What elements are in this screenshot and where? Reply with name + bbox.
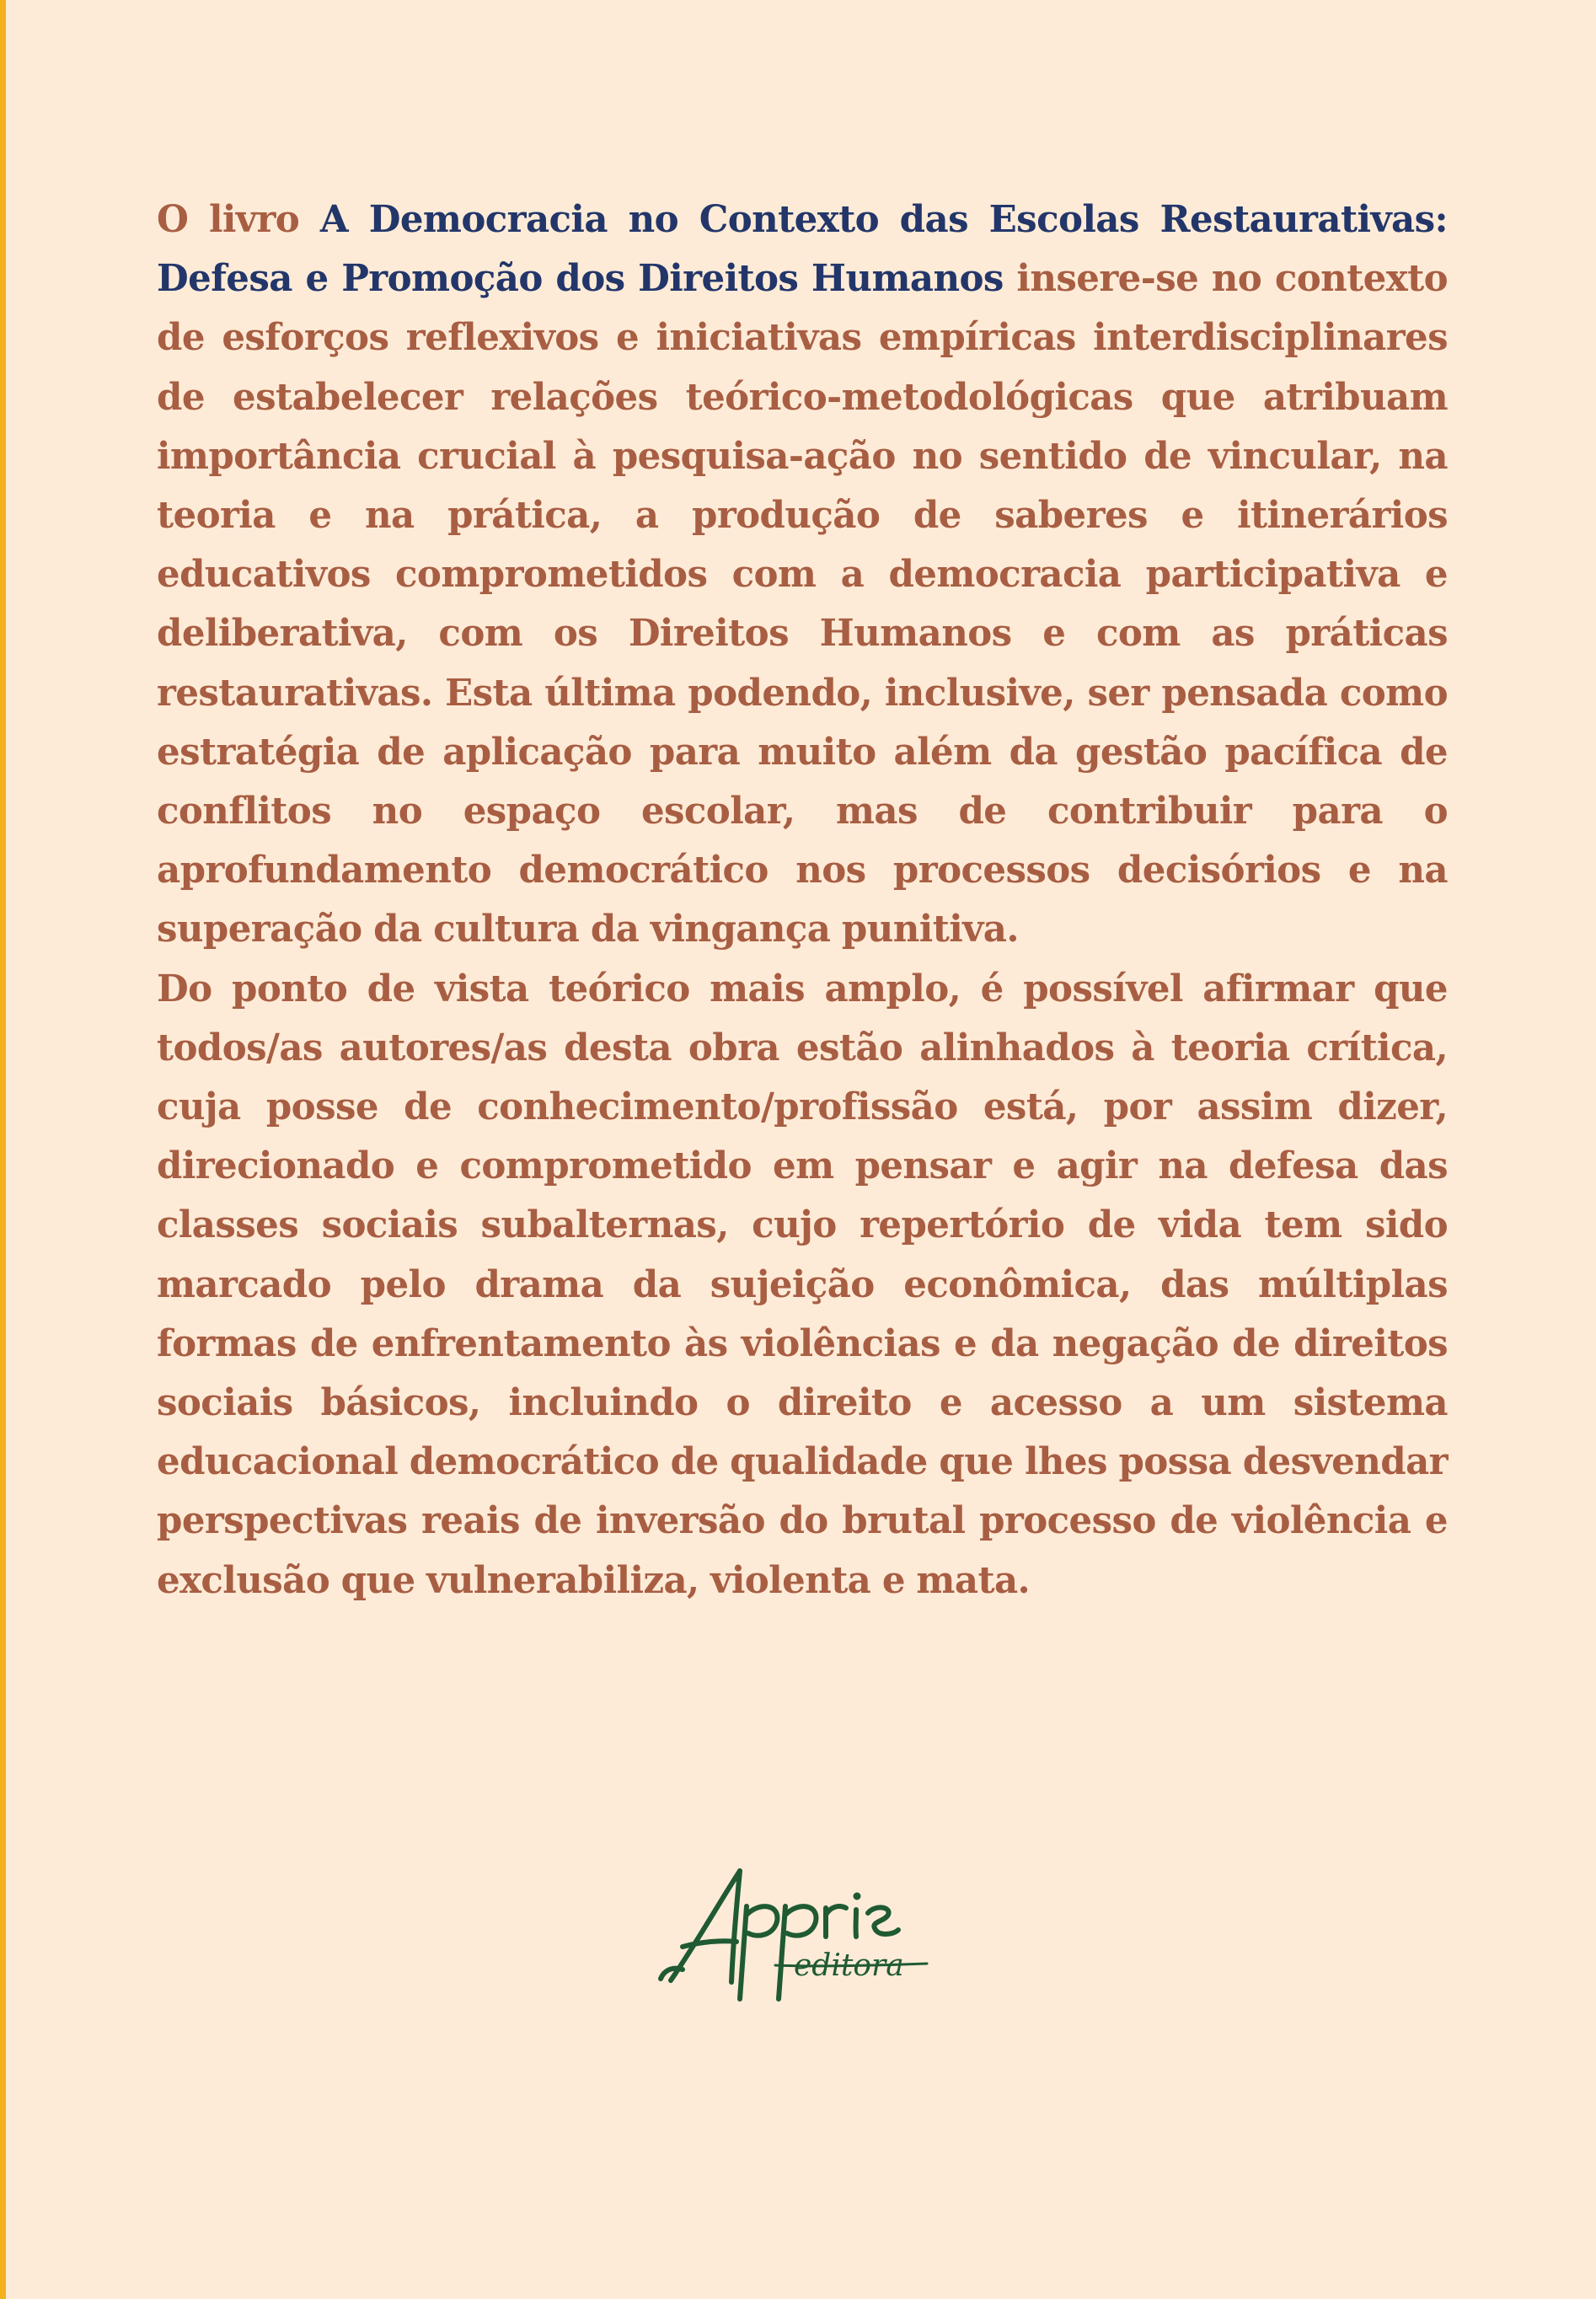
publisher-name-tail: Appris	[742, 1945, 745, 1946]
logo-i-dot	[854, 1893, 861, 1900]
spine-edge	[0, 0, 6, 2299]
back-cover-text	[157, 190, 1448, 1610]
publisher-subtitle: editora	[794, 1948, 904, 1983]
logo-a-letterform	[661, 1871, 740, 1982]
paragraph-intro	[157, 190, 1448, 960]
publisher-logo	[649, 1854, 952, 2006]
paragraph-intro-lead: O livro	[157, 198, 320, 241]
paragraph-theory: Do ponto de vista teórico mais amplo, é possível afirmar que todos/as autores/as desta obra estão alinhados à teoria crítica, cuja posse de conhecimento/profissão está, por assim dizer, direcionado e comprometido em pensar e agir na defesa das classes sociais subalternas, cujo repertório de vida tem sido marcado pelo drama da sujeição econômica, das múltiplas formas de enfrentamento às violências e da negação de direitos sociais básicos, incluindo o direito e acesso a um sistema educacional democrático de qualidade que lhes possa desvendar perspectivas reais de inversão do brutal processo de violência e exclusão que vulnerabiliza, violenta e mata.	[157, 967, 1448, 1602]
paragraph-intro-rest: insere-se no contexto de esforços reflexivos e iniciativas empíricas interdisciplinares de estabelecer relações teórico-metodológicas que atribuam importância crucial à pesquisa-ação no sentido de vincular, na teoria e na prática, a produção de saberes e itinerários educativos comprometidos com a democracia participativa e deliberativa, com os Direitos Humanos e com as práticas restaurativas. Esta última podendo, inclusive, ser pensada como estratégia de aplicação para muito além da gestão pacífica de conflitos no espaço escolar, mas de contribuir para o aprofundamento democrático nos processos decisórios e na superação da cultura da vingança punitiva.	[157, 257, 1448, 951]
book-title: A Democracia no Contexto das Escolas Restaurativas: Defesa e Promoção dos Direitos Humanos	[157, 198, 1448, 301]
